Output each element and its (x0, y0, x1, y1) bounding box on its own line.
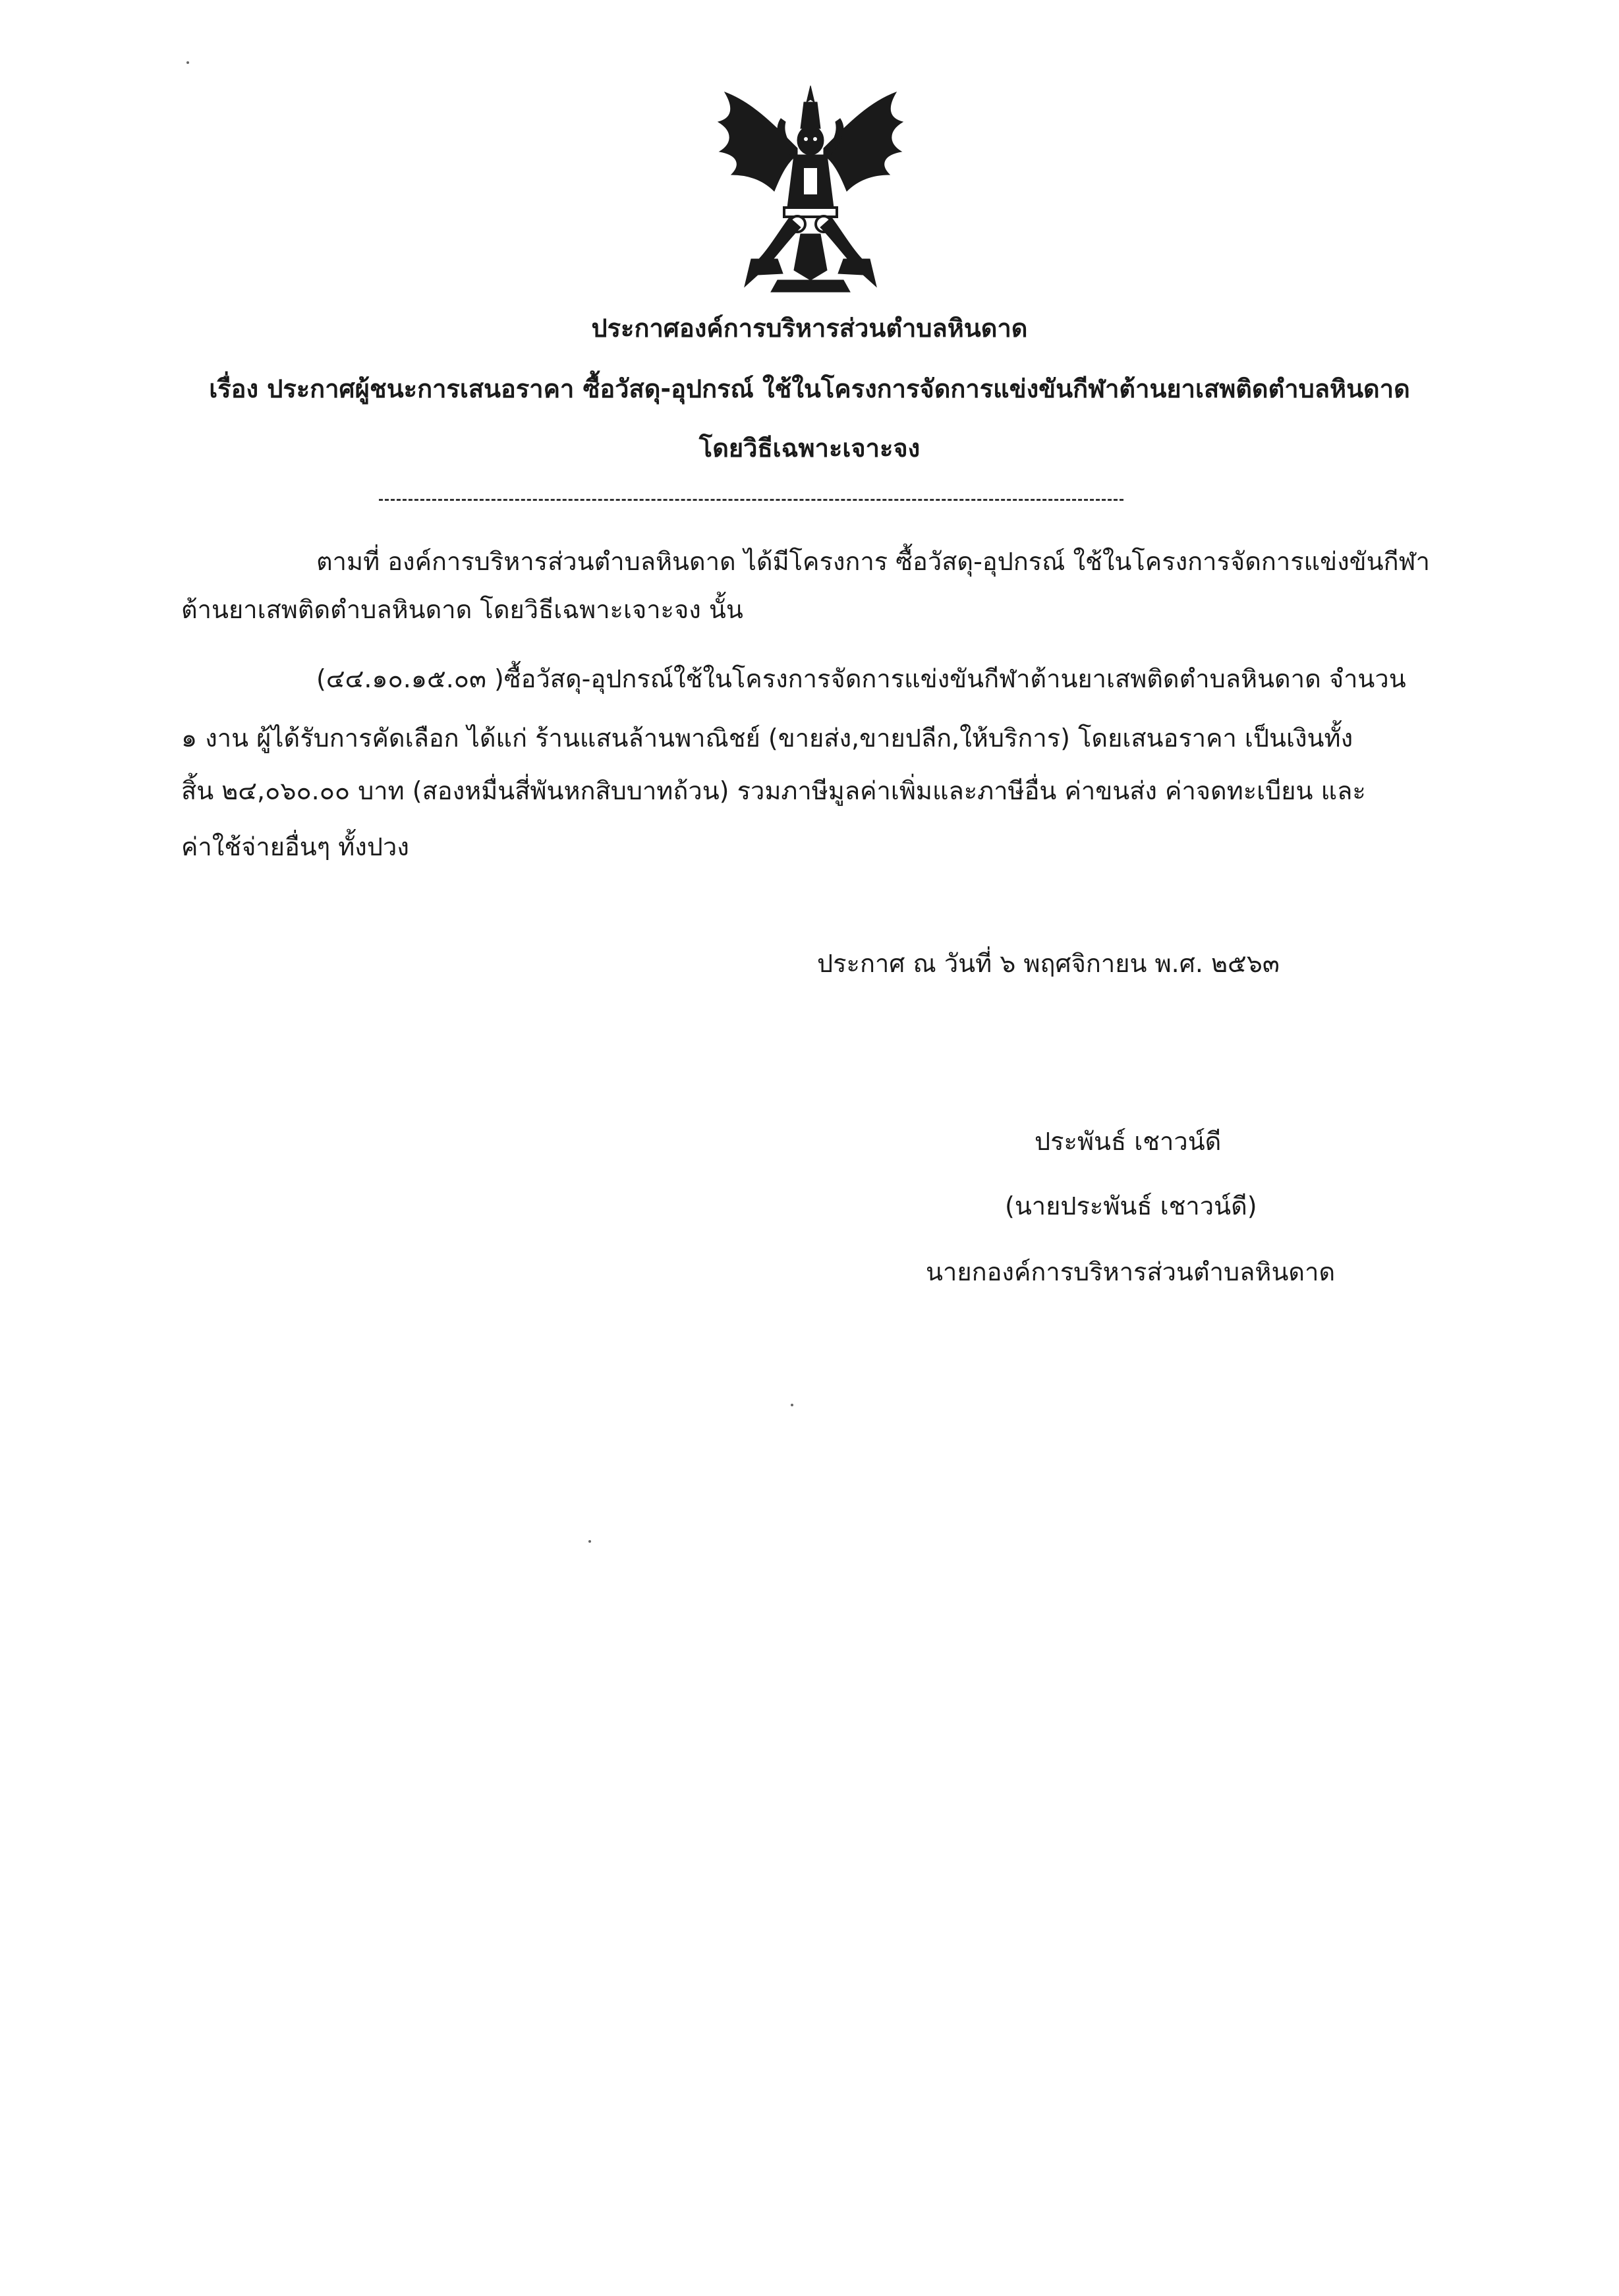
body-line-3: (๔๔.๑๐.๑๕.๐๓ )ซื้อวัสดุ-อุปกรณ์ใช้ในโครงการจัดการแข่งขันกีฬาต้านยาเสพติดตำบลหินดาด จำนวน (316, 664, 1406, 693)
signatory-position: นายกองค์การบริหารส่วนตำบลหินดาด (926, 1257, 1336, 1286)
announcement-date: ประกาศ ณ วันที่ ๖ พฤศจิกายน พ.ศ. ๒๕๖๓ (817, 949, 1280, 978)
scan-speck (791, 1404, 793, 1406)
subject-line-2: โดยวิธีเฉพาะเจาะจง (698, 434, 921, 463)
body-line-1: ตามที่ องค์การบริหารส่วนตำบลหินดาด ได้มีโครงการ ซื้อวัสดุ-อุปกรณ์ ใช้ในโครงการจัดการแข่งขันกีฬา (316, 547, 1430, 576)
scan-speck (588, 1540, 591, 1543)
body-line-6: ค่าใช้จ่ายอื่นๆ ทั้งปวง (181, 832, 409, 861)
subject-line-1: เรื่อง ประกาศผู้ชนะการเสนอราคา ซื้อวัสดุ-อุปกรณ์ ใช้ในโครงการจัดการแข่งขันกีฬาต้านยาเสพติดตำบลหินดาด (209, 374, 1410, 403)
garuda-emblem (712, 82, 909, 300)
signature-name: ประพันธ์ เชาวน์ดี (1035, 1127, 1222, 1156)
body-line-2: ต้านยาเสพติดตำบลหินดาด โดยวิธีเฉพาะเจาะจง นั้น (181, 595, 743, 624)
announcement-title: ประกาศองค์การบริหารส่วนตำบลหินดาด (591, 314, 1028, 343)
body-line-5: สิ้น ๒๔,๐๖๐.๐๐ บาท (สองหมื่นสี่พันหกสิบบาทถ้วน) รวมภาษีมูลค่าเพิ่มและภาษีอื่น ค่าขนส่ง ค่าจดทะเบียน และ (181, 776, 1366, 805)
separator-dashed-line (379, 499, 1123, 501)
signatory-full-name: (นายประพันธ์ เชาวน์ดี) (1005, 1191, 1257, 1220)
scan-speck (186, 61, 189, 64)
body-line-4: ๑ งาน ผู้ได้รับการคัดเลือก ได้แก่ ร้านแสนล้านพาณิชย์ (ขายส่ง,ขายปลีก,ให้บริการ) โดยเสนอราคา เป็นเงินทั้ง (181, 724, 1353, 753)
